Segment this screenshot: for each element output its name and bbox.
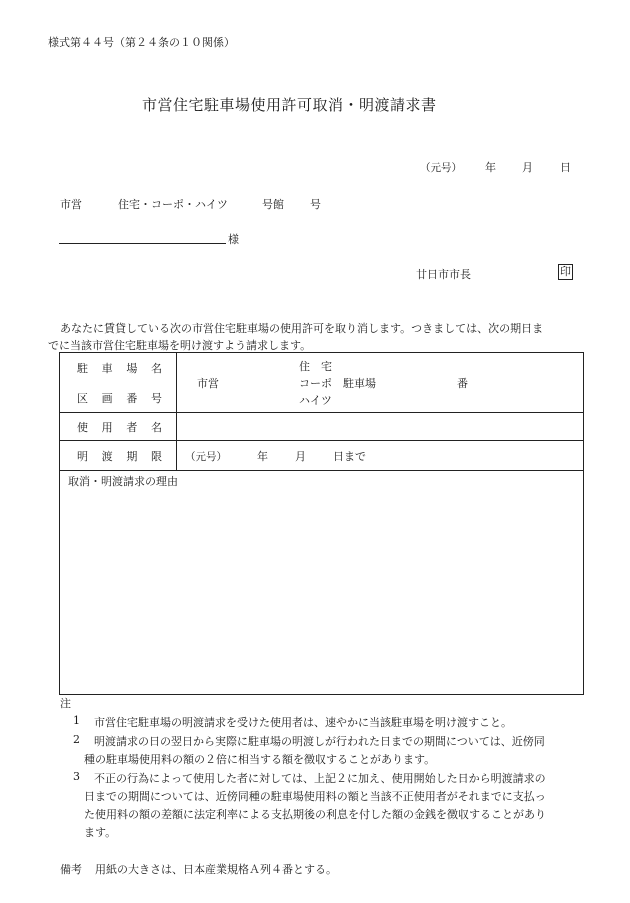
note-3-line-4: ます。 — [84, 826, 117, 839]
address-building: 号館 — [262, 198, 284, 211]
form-number: 様式第４４号（第２４条の１０関係） — [48, 36, 235, 49]
reason-cell[interactable] — [60, 471, 584, 695]
table-housing-type-3: ハイツ — [299, 394, 332, 407]
request-table — [59, 352, 584, 695]
address-housing-types: 住宅・コーポ・ハイツ — [118, 198, 228, 211]
note-3-number: 3 — [73, 770, 80, 783]
address-city-housing: 市営 — [60, 198, 82, 211]
table-housing-type-2: コーポ — [299, 377, 332, 390]
note-1-line-1: 市営住宅駐車場の明渡請求を受けた使用者は、速やかに当該駐車場を明け渡すこと。 — [94, 716, 512, 729]
addressee-underline — [59, 243, 226, 244]
parking-lot-label-cell — [60, 353, 177, 413]
parking-lot-row — [60, 353, 584, 413]
date-month: 月 — [522, 161, 533, 174]
notes-heading: 注 — [60, 697, 71, 710]
document-title: 市営住宅駐車場使用許可取消・明渡請求書 — [142, 96, 437, 114]
deadline-year: 年 — [257, 450, 268, 463]
user-name-label-cell — [60, 413, 177, 441]
deadline-label: 明 渡 期 限 — [77, 449, 162, 463]
deadline-value-cell — [177, 441, 584, 471]
note-1-number: 1 — [73, 714, 80, 727]
note-3-line-2: 日までの期間については、近傍同種の駐車場使用料の額と当該不正使用者がそれまでに支払っ — [84, 790, 546, 803]
note-3-line-1: 不正の行為によって使用した者に対しては、上記２に加え、使用開始した日から明渡請求の — [94, 772, 546, 785]
table-parking: 駐車場 — [343, 377, 376, 390]
note-3-line-3: た使用料の額の差額に法定利率による支払期後の利息を付した額の金銭を徴収することがあり — [84, 808, 546, 821]
note-2-line-2: 種の駐車場使用料の額の２倍に相当する額を徴収することがあります。 — [84, 753, 436, 766]
addressee-suffix: 様 — [228, 233, 239, 246]
remarks-label: 備考 — [60, 863, 82, 876]
issuer-name: 廿日市市長 — [416, 268, 471, 281]
deadline-day: 日まで — [333, 450, 366, 463]
user-name-value-cell[interactable] — [177, 413, 584, 441]
date-era: （元号） — [420, 162, 462, 174]
table-housing-type-1: 住 宅 — [299, 360, 332, 373]
date-year: 年 — [485, 161, 496, 174]
intro-line-2: でに当該市営住宅駐車場を明け渡すよう請求します。 — [48, 339, 312, 352]
reason-label: 取消・明渡請求の理由 — [68, 475, 178, 488]
deadline-row — [60, 441, 584, 471]
user-name-row — [60, 413, 584, 441]
reason-row — [60, 471, 584, 695]
deadline-month: 月 — [295, 450, 306, 463]
remarks-text: 用紙の大きさは、日本産業規格Ａ列４番とする。 — [95, 863, 337, 876]
note-2-line-1: 明渡請求の日の翌日から実際に駐車場の明渡しが行われた日までの期間については、近傍同 — [94, 735, 545, 748]
date-day: 日 — [560, 161, 571, 174]
table-ban: 番 — [457, 377, 468, 390]
deadline-era: （元号） — [185, 451, 227, 463]
address-number: 号 — [310, 198, 321, 211]
parking-lot-value-cell — [177, 353, 584, 413]
parking-lot-label: 駐 車 場 名 — [77, 361, 162, 375]
section-number-label: 区 画 番 号 — [77, 391, 162, 405]
seal-mark: 印 — [560, 265, 571, 278]
user-name-label: 使 用 者 名 — [77, 420, 162, 434]
deadline-label-cell — [60, 441, 177, 471]
note-2-number: 2 — [73, 733, 80, 746]
intro-line-1: あなたに賃貸している次の市営住宅駐車場の使用許可を取り消します。つきましては、次の期日ま — [60, 322, 544, 335]
table-city-housing: 市営 — [197, 377, 219, 390]
